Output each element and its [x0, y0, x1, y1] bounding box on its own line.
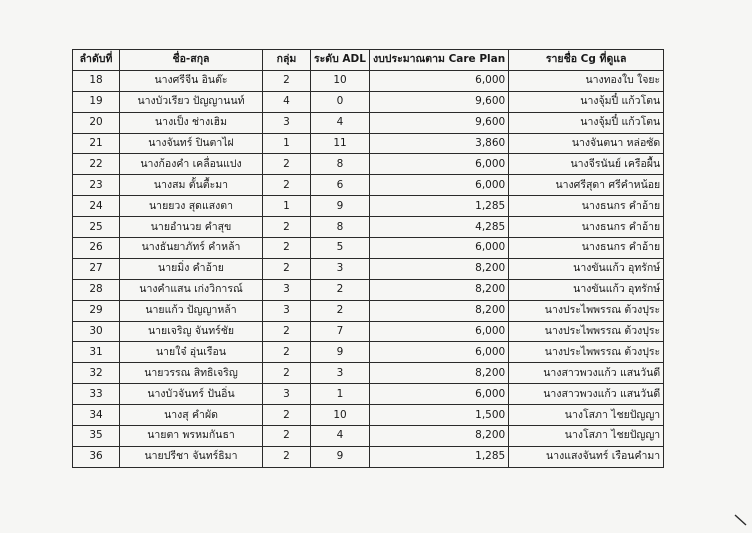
table-row: [73, 405, 664, 426]
cell-budget: 6,000: [370, 342, 509, 363]
cell-budget: 6,000: [370, 384, 509, 405]
cell-adl: 10: [311, 405, 370, 426]
cell-budget: 9,600: [370, 112, 509, 133]
cell-no: 31: [73, 342, 120, 363]
table-row: [73, 279, 664, 300]
table-body: [73, 70, 664, 467]
header-adl: ระดับ ADL: [311, 50, 370, 71]
cell-budget: 6,000: [370, 70, 509, 91]
cell-no: 29: [73, 300, 120, 321]
table-row: [73, 217, 664, 238]
cell-group: 2: [263, 175, 311, 196]
cell-budget: 9,600: [370, 91, 509, 112]
cell-adl: 9: [311, 196, 370, 217]
cell-name: นางบัวเรียว ปัญญานนท์: [120, 91, 263, 112]
cell-caregiver: นางประไพพรรณ ต้วงปุระ: [509, 342, 664, 363]
table-header-row: [73, 50, 664, 71]
table-row: [73, 321, 664, 342]
cell-caregiver: นางจุ้มปี๋ แก้วโตน: [509, 112, 664, 133]
cell-group: 3: [263, 112, 311, 133]
cell-budget: 1,500: [370, 405, 509, 426]
cell-group: 2: [263, 342, 311, 363]
cell-caregiver: นางโสภา ไชยปัญญา: [509, 405, 664, 426]
cell-adl: 6: [311, 175, 370, 196]
cell-adl: 11: [311, 133, 370, 154]
cell-group: 2: [263, 238, 311, 259]
cell-name: นายใจ๋ อุ่นเรือน: [120, 342, 263, 363]
cell-name: นายตา พรหมกันธา: [120, 426, 263, 447]
cell-no: 24: [73, 196, 120, 217]
cell-no: 21: [73, 133, 120, 154]
cell-budget: 8,200: [370, 426, 509, 447]
cell-group: 2: [263, 217, 311, 238]
cell-caregiver: นางศรีสุดา ศรีคำหน้อย: [509, 175, 664, 196]
cell-no: 36: [73, 446, 120, 467]
cell-adl: 3: [311, 363, 370, 384]
cell-budget: 6,000: [370, 175, 509, 196]
header-group: กลุ่ม: [263, 50, 311, 71]
header-no: ลำดับที่: [73, 50, 120, 71]
cell-group: 3: [263, 384, 311, 405]
cell-caregiver: นางจีรนันย์ เครือผื้น: [509, 154, 664, 175]
cell-name: นายปรีชา จันทร์ธิมา: [120, 446, 263, 467]
cell-budget: 6,000: [370, 238, 509, 259]
cell-no: 20: [73, 112, 120, 133]
table-row: [73, 175, 664, 196]
cell-group: 2: [263, 405, 311, 426]
table-row: [73, 196, 664, 217]
cell-budget: 3,860: [370, 133, 509, 154]
table-row: [73, 133, 664, 154]
cell-adl: 8: [311, 217, 370, 238]
cell-name: นายวรรณ สิทธิเจริญ: [120, 363, 263, 384]
header-budget: งบประมาณตาม Care Plan: [370, 50, 509, 71]
table-row: [73, 154, 664, 175]
cell-caregiver: นางสาวพวงแก้ว แสนวันดี: [509, 384, 664, 405]
cell-adl: 0: [311, 91, 370, 112]
cell-budget: 8,200: [370, 258, 509, 279]
cell-no: 30: [73, 321, 120, 342]
cell-caregiver: นางแสงจันทร์ เรือนคำมา: [509, 446, 664, 467]
cell-name: นางธันยาภัทร์ คำหล้า: [120, 238, 263, 259]
table-row: [73, 91, 664, 112]
cell-caregiver: นางจุ้มปี๋ แก้วโตน: [509, 91, 664, 112]
cell-no: 34: [73, 405, 120, 426]
cell-name: นายยวง สุดแสงตา: [120, 196, 263, 217]
cell-adl: 4: [311, 426, 370, 447]
cell-name: นายเจริญ จันทร์ชัย: [120, 321, 263, 342]
cell-name: นางบัวจันทร์ ปันอิ่น: [120, 384, 263, 405]
table-row: [73, 384, 664, 405]
cell-no: 18: [73, 70, 120, 91]
cell-caregiver: นางประไพพรรณ ต้วงปุระ: [509, 321, 664, 342]
cell-caregiver: นางธนกร คำอ้าย: [509, 217, 664, 238]
cell-group: 2: [263, 426, 311, 447]
table-row: [73, 300, 664, 321]
cell-adl: 10: [311, 70, 370, 91]
table-row: [73, 342, 664, 363]
cell-caregiver: นางจันตนา หล่อซัด: [509, 133, 664, 154]
cell-adl: 5: [311, 238, 370, 259]
cell-caregiver: นางขันแก้ว อุทรักษ์: [509, 258, 664, 279]
table-row: [73, 446, 664, 467]
cell-adl: 8: [311, 154, 370, 175]
cell-no: 27: [73, 258, 120, 279]
cell-group: 2: [263, 258, 311, 279]
header-name: ชื่อ-สกุล: [120, 50, 263, 71]
cell-name: นางจันทร์ ปินตาไฝ: [120, 133, 263, 154]
cell-caregiver: นางทองใบ ใจยะ: [509, 70, 664, 91]
cell-caregiver: นางสาวพวงแก้ว แสนวันดี: [509, 363, 664, 384]
cell-group: 3: [263, 300, 311, 321]
cell-group: 1: [263, 133, 311, 154]
cell-budget: 8,200: [370, 279, 509, 300]
cell-name: นางคำแสน เก่งวิการณ์: [120, 279, 263, 300]
table-row: [73, 363, 664, 384]
cell-budget: 6,000: [370, 154, 509, 175]
cell-no: 26: [73, 238, 120, 259]
cell-budget: 6,000: [370, 321, 509, 342]
cell-no: 19: [73, 91, 120, 112]
table-row: [73, 112, 664, 133]
cell-group: 4: [263, 91, 311, 112]
cell-group: 2: [263, 363, 311, 384]
cell-group: 2: [263, 321, 311, 342]
cell-name: นางศรีจีน อินต๊ะ: [120, 70, 263, 91]
table-row: [73, 70, 664, 91]
cell-no: 22: [73, 154, 120, 175]
cell-name: นางเป็ง ช่างเฮิม: [120, 112, 263, 133]
cell-name: นางสม ตั้นตื้ะมา: [120, 175, 263, 196]
cell-adl: 7: [311, 321, 370, 342]
cell-caregiver: นางธนกร คำอ้าย: [509, 238, 664, 259]
cell-budget: 8,200: [370, 300, 509, 321]
cell-no: 32: [73, 363, 120, 384]
cell-name: นายแก้ว ปัญญาหล้า: [120, 300, 263, 321]
cell-no: 35: [73, 426, 120, 447]
cell-group: 3: [263, 279, 311, 300]
cell-name: นางสุ คำผัด: [120, 405, 263, 426]
care-plan-table: [72, 49, 664, 468]
cell-adl: 3: [311, 258, 370, 279]
cell-adl: 9: [311, 446, 370, 467]
table-row: [73, 258, 664, 279]
cell-caregiver: นางโสภา ไชยปัญญา: [509, 426, 664, 447]
cell-name: นายอำนวย คำสุข: [120, 217, 263, 238]
table-row: [73, 238, 664, 259]
cell-group: 2: [263, 70, 311, 91]
cell-group: 2: [263, 154, 311, 175]
cell-adl: 1: [311, 384, 370, 405]
header-caregiver: รายชื่อ Cg ที่ดูแล: [509, 50, 664, 71]
cell-no: 33: [73, 384, 120, 405]
cell-caregiver: นางธนกร คำอ้าย: [509, 196, 664, 217]
cell-budget: 8,200: [370, 363, 509, 384]
cell-group: 1: [263, 196, 311, 217]
cell-no: 23: [73, 175, 120, 196]
pen-stroke-mark: [734, 513, 748, 527]
cell-budget: 4,285: [370, 217, 509, 238]
cell-budget: 1,285: [370, 196, 509, 217]
cell-caregiver: นางขันแก้ว อุทรักษ์: [509, 279, 664, 300]
cell-no: 25: [73, 217, 120, 238]
cell-name: นายมิ่ง คำอ้าย: [120, 258, 263, 279]
cell-budget: 1,285: [370, 446, 509, 467]
cell-adl: 2: [311, 279, 370, 300]
cell-no: 28: [73, 279, 120, 300]
cell-adl: 9: [311, 342, 370, 363]
cell-group: 2: [263, 446, 311, 467]
table-row: [73, 426, 664, 447]
cell-caregiver: นางประไพพรรณ ต้วงปุระ: [509, 300, 664, 321]
cell-adl: 2: [311, 300, 370, 321]
cell-name: นางก้องคำ เคลื่อนแปง: [120, 154, 263, 175]
cell-adl: 4: [311, 112, 370, 133]
